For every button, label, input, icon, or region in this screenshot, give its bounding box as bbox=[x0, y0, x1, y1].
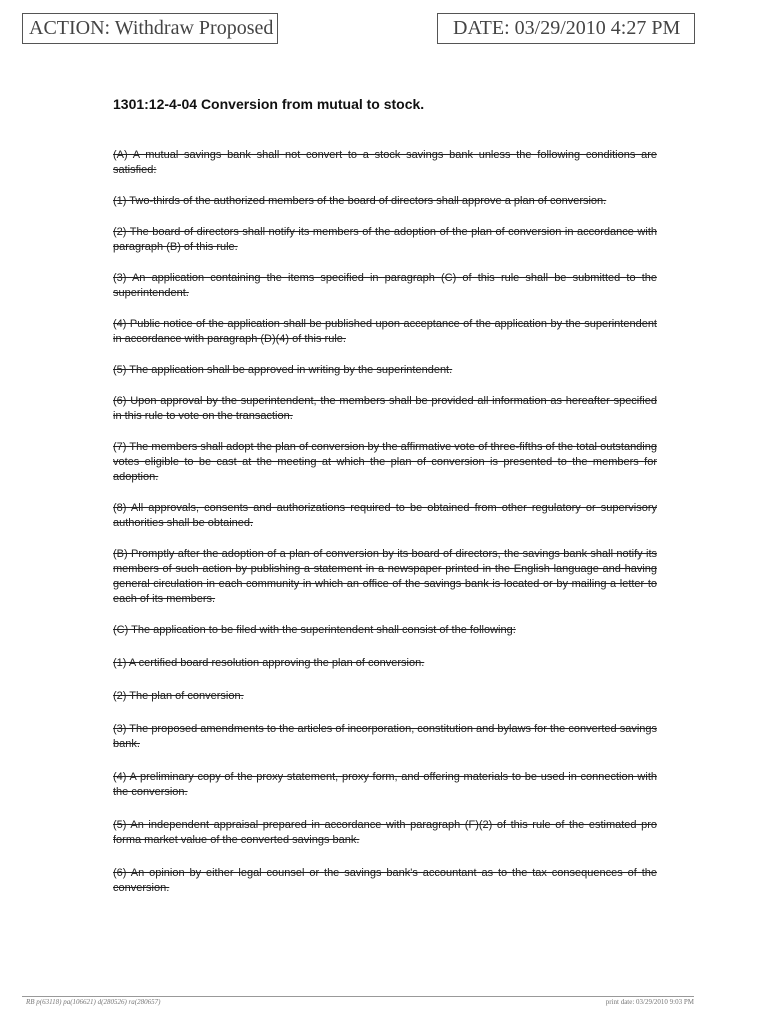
rule-paragraph: (1) A certified board resolution approving the plan of conversion. bbox=[113, 657, 425, 669]
rule-paragraph: (1) Two-thirds of the authorized members of the board of directors shall approve a plan of conversion. bbox=[113, 195, 607, 207]
rule-paragraph: (6) Upon approval by the superintendent, the members shall be provided all information as hereafter specified in this rule to vote on the transaction. bbox=[113, 395, 657, 422]
rule-paragraph: (2) The plan of conversion. bbox=[113, 690, 244, 702]
rule-body bbox=[113, 132, 657, 896]
rule-paragraph: (B) Promptly after the adoption of a plan of conversion by its board of directors, the savings bank shall notify its members of such action by publishing a statement in a newspaper printed in the English language and having general circulation in each community in which an office of the savings bank is located or by mailing a letter to each of its members. bbox=[113, 548, 657, 605]
date-label: DATE: 03/29/2010 4:27 PM bbox=[453, 17, 681, 39]
rule-paragraph: (6) An opinion by either legal counsel or the savings bank's accountant as to the tax consequences of the conversion. bbox=[113, 867, 657, 894]
rule-paragraph: (3) The proposed amendments to the articles of incorporation, constitution and bylaws for the converted savings bank. bbox=[113, 723, 657, 750]
footer-record-ids: RB p(63118) pa(106621) d(280526) ra(280657) bbox=[26, 998, 161, 1006]
rule-paragraph: (4) A preliminary copy of the proxy statement, proxy form, and offering materials to be used in connection with the conversion. bbox=[113, 771, 657, 798]
rule-paragraph: (7) The members shall adopt the plan of conversion by the affirmative vote of three-fifths of the total outstanding votes eligible to be cast at the meeting at which the plan of conversion is presented to the members for adoption. bbox=[113, 441, 657, 483]
date-box bbox=[437, 13, 695, 44]
rule-paragraph: (8) All approvals, consents and authorizations required to be obtained from other regulatory or supervisory authorities shall be obtained. bbox=[113, 502, 657, 529]
rule-paragraph: (4) Public notice of the application shall be published upon acceptance of the application by the superintendent in accordance with paragraph (D)(4) of this rule. bbox=[113, 318, 657, 345]
rule-title: 1301:12-4-04 Conversion from mutual to stock. bbox=[113, 96, 425, 112]
action-label: ACTION: Withdraw Proposed bbox=[29, 17, 274, 39]
rule-paragraph: (C) The application to be filed with the superintendent shall consist of the following: bbox=[113, 624, 516, 636]
action-status-box bbox=[22, 13, 278, 44]
rule-paragraph: (5) The application shall be approved in writing by the superintendent. bbox=[113, 364, 453, 376]
footer-print-date: print date: 03/29/2010 9:03 PM bbox=[605, 998, 694, 1006]
rule-paragraph: (5) An independent appraisal prepared in accordance with paragraph (F)(2) of this rule of the estimated pro forma market value of the converted savings bank. bbox=[113, 819, 657, 846]
footer-divider bbox=[22, 996, 694, 997]
rule-paragraph: (3) An application containing the items specified in paragraph (C) of this rule shall be submitted to the superintendent. bbox=[113, 272, 657, 299]
rule-paragraph: (A) A mutual savings bank shall not convert to a stock savings bank unless the following conditions are satisfied: bbox=[113, 149, 657, 176]
rule-paragraph: (2) The board of directors shall notify its members of the adoption of the plan of conversion in accordance with paragraph (B) of this rule. bbox=[113, 226, 657, 253]
